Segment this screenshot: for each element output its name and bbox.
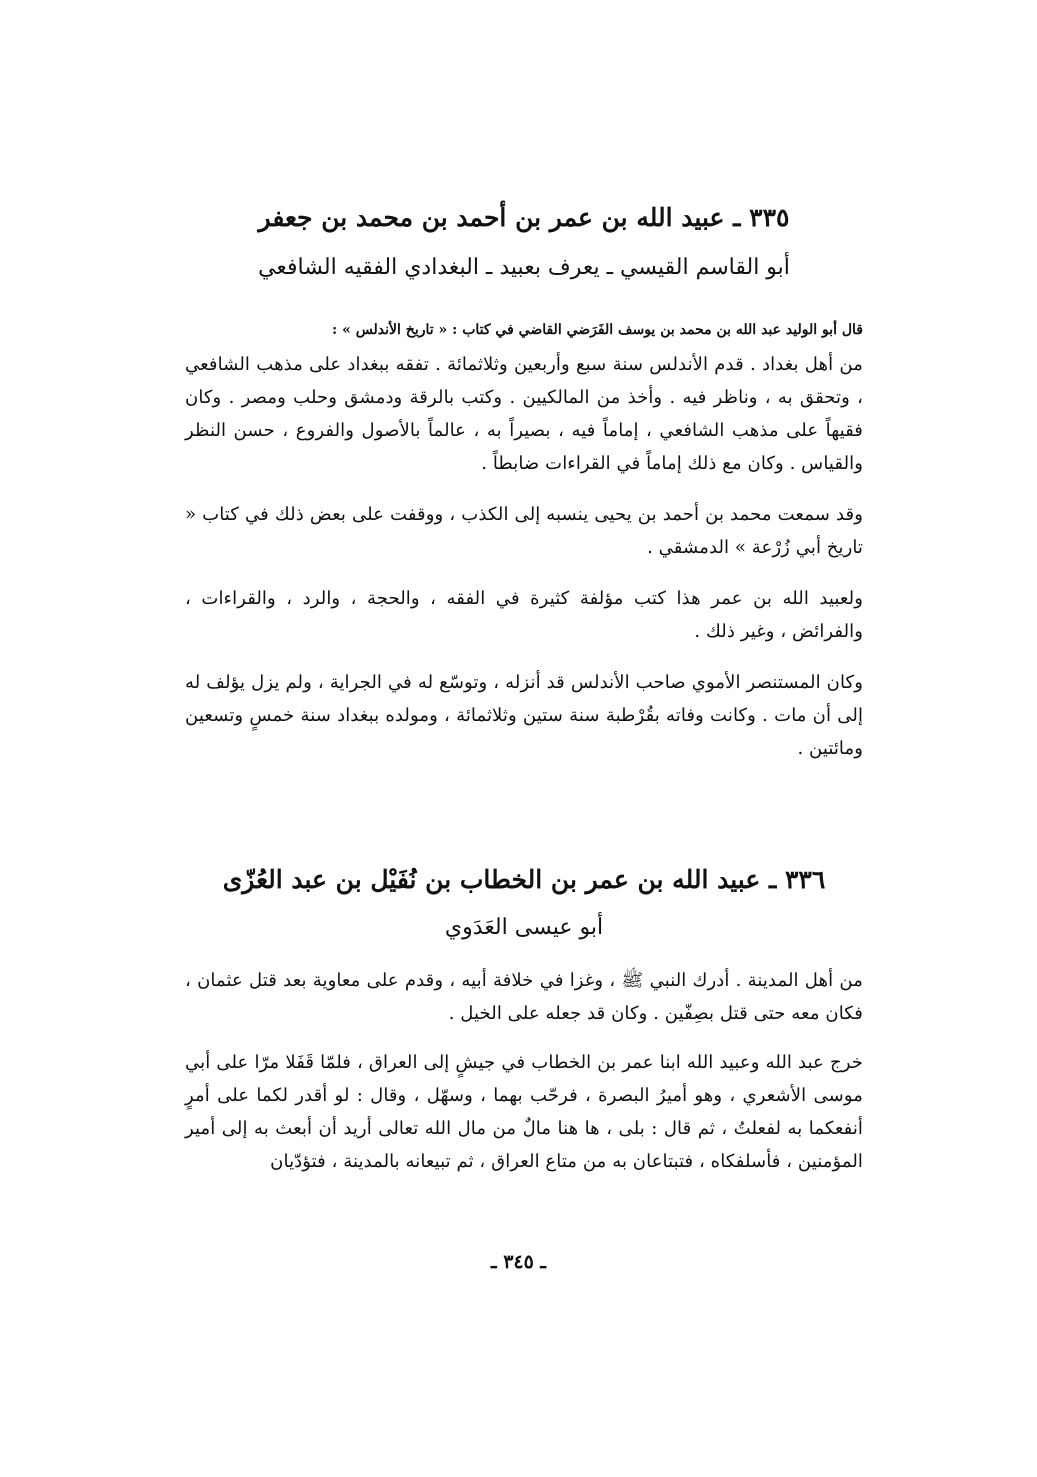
entry-336-paragraph-1: من أهل المدينة . أدرك النبي ﷺ ، وغزا في خلافة أبيه ، وقدم على معاوية بعد قتل عثمان ، فكان معه حتى قتل بصِفّين . وكان قد جعله على الخيل . bbox=[185, 970, 863, 1024]
entry-335-paragraph-2: وقد سمعت محمد بن أحمد بن يحيى ينسبه إلى الكذب ، ووقفت على بعض ذلك في كتاب « تاريخ أبي زُرْعة » الدمشقي . bbox=[185, 504, 863, 558]
entry-336-subtitle: أبو عيسى العَدَوي bbox=[444, 915, 604, 940]
entry-335-paragraph-1: من أهل بغداد . قدم الأندلس سنة سبع وأربعين وثلاثمائة . تفقه ببغداد على مذهب الشافعي ، وتحقق به ، وناظر فيه . وأخذ من المالكيين . وكتب بالرقة ودمشق وحلب ومصر . وكان فقيهاً على مذهب الشافعي ، إماماً فيه ، بصيراً به ، عالماً بالأصول والفروع ، حسن النظر والقياس . وكان مع ذلك إماماً في القراءات ضابطاً . bbox=[185, 354, 863, 474]
entry-335-paragraph-3: ولعبيد الله بن عمر هذا كتب مؤلفة كثيرة في الفقه ، والحجة ، والرد ، والقراءات ، والفرائض ، وغير ذلك . bbox=[185, 588, 863, 642]
entry-335-subtitle: أبو القاسم القيسي ـ يعرف بعبيد ـ البغدادي الفقيه الشافعي bbox=[258, 255, 790, 280]
page-number: ـ ٣٤٥ ـ bbox=[491, 1251, 546, 1273]
entry-335-paragraph-4: وكان المستنصر الأموي صاحب الأندلس قد أنزله ، وتوسّع له في الجراية ، ولم يزل يؤلف له إلى أن مات . وكانت وفاته بقُرْطبة سنة ستين وثلاثمائة ، ومولده ببغداد سنة خمسٍ وتسعين ومائتين . bbox=[185, 672, 863, 759]
entry-335-title: ٣٣٥ ـ عبيد الله بن عمر بن أحمد بن محمد بن جعفر bbox=[258, 203, 790, 232]
entry-335-source: قال أبو الوليد عبد الله بن محمد بن يوسف الفَرَضي القاضي في كتاب : « تاريخ الأندلس » : bbox=[332, 322, 863, 338]
entry-336-title: ٣٣٦ ـ عبيد الله بن عمر بن الخطاب بن نُفَيْل بن عبد العُزّى bbox=[222, 865, 826, 894]
entry-336-paragraph-2: خرج عبد الله وعبيد الله ابنا عمر بن الخطاب في جيشٍ إلى العراق ، فلمّا قَفَلا مرّا على أبي موسى الأشعري ، وهو أميرُ البصرة ، فرحّب بهما ، وسهّل ، وقال : لو أقدر لكما على أمرٍ أنفعكما به لفعلتُ ، ثم قال : بلى ، ها هنا مالٌ من مال الله تعالى أريد أن أبعث به إلى أمير المؤمنين ، فأسلفكاه ، فتبتاعان به من متاع العراق ، ثم تبيعانه بالمدينة ، فتؤدّيان bbox=[185, 1052, 863, 1172]
entry-335 bbox=[185, 198, 863, 765]
entry-336 bbox=[185, 860, 863, 1178]
